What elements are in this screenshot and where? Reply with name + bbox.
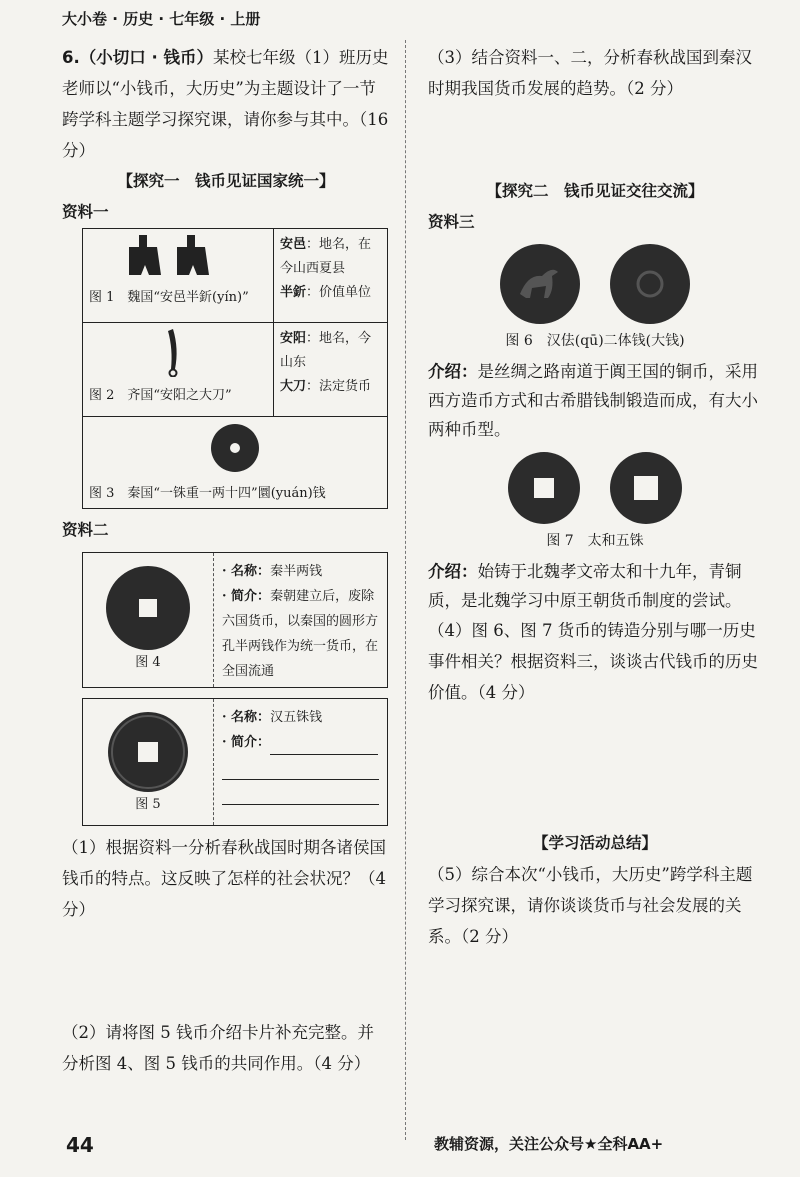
fig5-blank-line-1[interactable] <box>222 755 379 780</box>
fig2-term2: 大刀 <box>280 379 307 394</box>
question-tag: （小切口 · 钱币） <box>79 48 214 67</box>
fig7-images <box>428 450 762 526</box>
fig4-caption: 图 4 <box>135 655 161 670</box>
fig4-image-area <box>83 553 214 687</box>
fig4-text <box>214 553 387 687</box>
subquestion-2: （2）请将图 5 钱币介绍卡片补充完整。并分析图 4、图 5 钱币的共同作用。（4 分） <box>62 1023 374 1073</box>
summary-title: 【学习活动总结】 <box>532 834 657 852</box>
fig5-image-area <box>83 699 214 825</box>
fig1-def2: 价值单位 <box>319 285 372 300</box>
right-column <box>428 42 762 952</box>
fig5-blank-line-2[interactable] <box>222 780 379 805</box>
subquestion-5: （5）综合本次“小钱币，大历史”跨学科主题学习探究课，请你谈谈货币与社会发展的关系。（2 分） <box>428 865 753 946</box>
fig4-name-label: · 名称： <box>222 564 271 579</box>
fig5-intro-label: · 简介： <box>222 735 271 750</box>
horse-coin-image <box>498 242 582 326</box>
fig7-intro-paragraph <box>428 557 762 615</box>
subquestion-1: （1）根据资料一分析春秋战国时期各诸侯国钱币的特点。这反映了怎样的社会状况？（4 分） <box>62 838 386 919</box>
material1-label: 资料一 <box>62 203 109 221</box>
fig5-intro-blank[interactable] <box>270 736 378 755</box>
fig2-desc: 安阳：地名，今山东 大刀：法定货币 <box>274 323 388 417</box>
question-text: 某校七年级（1）班历史老师以“小钱币，大历史”为主题设计了一节跨学科主题学习探究课，请你参与其中。（16 分） <box>62 48 389 160</box>
fig5-text <box>214 699 387 825</box>
fig3-caption: 图 3 秦国“一铢重一两十四”圜(yuán)钱 <box>89 486 326 501</box>
fig7-intro-label: 介绍： <box>428 562 478 581</box>
inquiry2-title: 【探究二 钱币见证交往交流】 <box>486 182 704 200</box>
question-number: 6. <box>62 48 80 67</box>
fig1-def1: 地名，在今山西夏县 <box>280 237 372 276</box>
fig2-caption: 图 2 齐国“安阳之大刀” <box>89 388 232 403</box>
fig5-card <box>82 698 388 826</box>
subquestion-4: （4）图 6、图 7 货币的铸造分别与哪一历史事件相关？根据资料三，谈谈古代钱币的历史价值。（4 分） <box>428 621 758 702</box>
fig2-def2: 法定货币 <box>319 379 372 394</box>
banliang-coin-image <box>103 563 193 653</box>
wuzhu-coin-image <box>103 709 193 795</box>
fig5-name: 汉五铢钱 <box>270 710 323 725</box>
spade-coin-image <box>89 233 259 279</box>
round-coin-image <box>205 421 265 475</box>
fig2-term1: 安阳 <box>280 331 307 346</box>
material2-label: 资料二 <box>62 521 109 539</box>
fig4-name: 秦半两钱 <box>270 564 323 579</box>
fig2-def1: 地名，今山东 <box>280 331 372 370</box>
subquestion-3: （3）结合资料一、二，分析春秋战国到秦汉时期我国货币发展的趋势。（2 分） <box>428 48 752 98</box>
header-title: 大小卷 · 历史 · 七年级 · 上册 <box>62 10 261 28</box>
fig1-desc: 安邑：地名，在今山西夏县 半釿：价值单位 <box>274 229 388 323</box>
material3-label: 资料三 <box>428 213 475 231</box>
fig5-name-label: · 名称： <box>222 710 271 725</box>
taihe-coin-front-image <box>506 450 582 526</box>
fig6-intro-label: 介绍： <box>428 362 478 381</box>
knife-coin-image <box>89 327 259 377</box>
fig2-cell <box>83 323 274 417</box>
column-divider <box>405 40 406 1140</box>
fig7-caption: 图 7 太和五铢 <box>546 533 644 549</box>
taihe-coin-back-image <box>608 450 684 526</box>
fig1-caption: 图 1 魏国“安邑半釿(yín)” <box>89 290 249 305</box>
fig1-term2: 半釿 <box>280 285 307 300</box>
fig4-intro-label: · 简介： <box>222 589 271 604</box>
left-column <box>62 42 390 1079</box>
fig4-intro: 秦朝建立后，废除六国货币，以秦国的圆形方孔半两钱作为统一货币，在全国流通 <box>222 589 379 679</box>
footer-note: 教辅资源，关注公众号★全科AA+ <box>434 1135 664 1153</box>
fig5-caption: 图 5 <box>135 797 161 812</box>
fig6-images <box>428 242 762 326</box>
material1-table <box>82 228 388 509</box>
fig4-card <box>82 552 388 688</box>
fig6-caption: 图 6 汉佉(qū)二体钱(大钱) <box>505 333 685 349</box>
fig6-intro-paragraph <box>428 357 762 444</box>
inscription-coin-image <box>608 242 692 326</box>
inquiry1-title: 【探究一 钱币见证国家统一】 <box>117 172 335 190</box>
question-intro <box>62 42 390 166</box>
page-number: 44 <box>66 1133 94 1157</box>
fig7-intro: 始铸于北魏孝文帝太和十九年，青铜质，是北魏学习中原王朝货币制度的尝试。 <box>428 562 742 610</box>
fig3-cell <box>83 417 388 509</box>
fig1-cell <box>83 229 274 323</box>
fig1-term1: 安邑 <box>280 237 307 252</box>
fig6-intro: 是丝绸之路南道于阗王国的铜币，采用西方造币方式和古希腊钱制锻造而成，有大小两种币型。 <box>428 362 758 439</box>
